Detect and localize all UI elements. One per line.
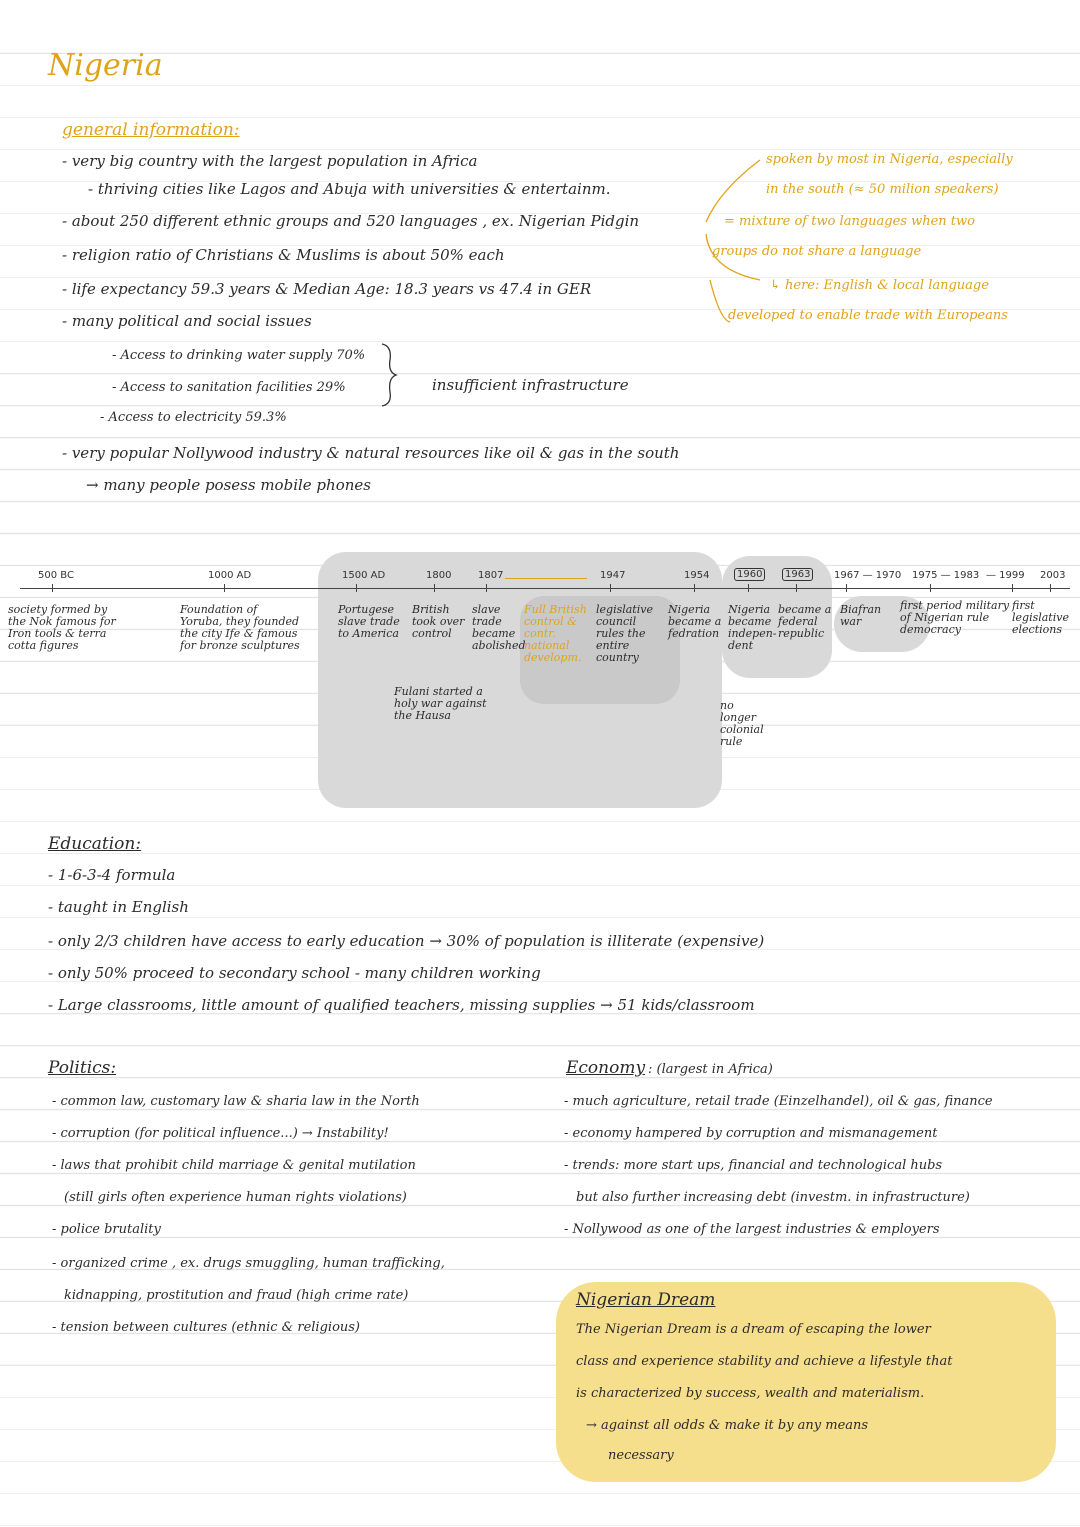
timeline-tick [52,584,53,592]
arrow-icon [700,150,780,340]
timeline-event: Full British control & contr. national developm. [524,603,587,664]
timeline-event: Biafran war [840,603,882,628]
economy-subtitle: : (largest in Africa) [648,1062,773,1077]
timeline-tick [748,584,749,592]
timeline-year: 1807 [478,570,504,581]
timeline-year: 1954 [684,570,710,581]
dream-heading: Nigerian Dream [576,1290,716,1310]
education-heading: Education: [48,834,142,854]
pidgin-note: = mixture of two languages when two [724,214,975,229]
timeline-tick [434,584,435,592]
timeline-event: legislative council rules the entire country [596,603,653,664]
timeline-year: 1947 [600,570,626,581]
dream-line: class and experience stability and achieve a lifestyle that [576,1354,953,1369]
general-line: - thriving cities like Lagos and Abuja with universities & entertainm. [88,180,611,198]
timeline-year: 1800 [426,570,452,581]
general-line: - very popular Nollywood industry & natural resources like oil & gas in the south [62,444,680,462]
timeline-tick [224,584,225,592]
timeline-year: 1975 — 1983 [912,570,980,581]
timeline-event: Foundation of Yoruba, they founded the city Ife & famous for bronze sculptures [180,603,300,652]
education-line: - only 50% proceed to secondary school - many children working [48,964,541,982]
politics-line: - organized crime , ex. drugs smuggling, human trafficking, [52,1256,445,1271]
timeline-year: 1960 [734,568,765,581]
timeline-event: society formed by the Nok famous for Iron tools & terra cotta figures [8,603,116,652]
economy-line: - Nollywood as one of the largest industries & employers [564,1222,940,1237]
dream-line: → against all odds & make it by any means [586,1418,869,1433]
timeline-event: Nigeria became indepen-dent [728,603,777,652]
timeline-tick [694,584,695,592]
politics-line: kidnapping, prostitution and fraud (high crime rate) [64,1288,409,1303]
general-line: - life expectancy 59.3 years & Median Age: 18.3 years vs 47.4 in GER [62,280,592,298]
general-line: → many people posess mobile phones [86,476,371,494]
dream-line: necessary [608,1448,674,1463]
timeline-year: 1963 [782,568,813,581]
timeline-event: British took over control [412,603,465,640]
economy-heading: Economy [566,1058,646,1078]
timeline-year: 2003 [1040,570,1066,581]
timeline-tick [356,584,357,592]
pidgin-note: in the south (≈ 50 milion speakers) [766,182,999,197]
timeline-tick [486,584,487,592]
infra-line: - Access to drinking water supply 70% [112,348,366,363]
timeline-tick [610,584,611,592]
page-title: Nigeria [48,48,163,83]
timeline-event: first legislative elections [1012,599,1069,636]
education-line: - only 2/3 children have access to early education → 30% of population is illiterate (expensive) [48,932,765,950]
infra-summary: insufficient infrastructure [432,376,629,394]
pidgin-note: ↳ here: English & local language [770,278,989,293]
timeline-event: no longer colonial rule [720,699,764,748]
infra-line: - Access to sanitation facilities 29% [112,380,346,395]
timeline-event: Portugese slave trade to America [338,603,400,640]
education-line: - 1-6-3-4 formula [48,866,176,884]
politics-line: - police brutality [52,1222,161,1237]
pidgin-note: developed to enable trade with Europeans [728,308,1008,323]
economy-line: - much agriculture, retail trade (Einzelhandel), oil & gas, finance [564,1094,993,1109]
general-heading: general information: [62,120,240,140]
timeline-year: 1000 AD [208,570,252,581]
timeline-year: 1500 AD [342,570,386,581]
politics-line: - tension between cultures (ethnic & religious) [52,1320,361,1335]
timeline-year: 1967 — 1970 [834,570,902,581]
timeline-tick [1050,584,1051,592]
infra-line: - Access to electricity 59.3% [100,410,287,425]
politics-line: (still girls often experience human rights violations) [64,1190,407,1205]
education-line: - taught in English [48,898,189,916]
politics-line: - laws that prohibit child marriage & genital mutilation [52,1158,416,1173]
politics-heading: Politics: [48,1058,117,1078]
timeline-event: Fulani started a holy war against the Hausa [394,685,487,722]
politics-line: - common law, customary law & sharia law in the North [52,1094,420,1109]
timeline-year: 500 BC [38,570,74,581]
timeline-tick [930,584,931,592]
economy-line: - trends: more start ups, financial and technological hubs [564,1158,943,1173]
timeline-axis [20,588,1070,589]
general-line: - about 250 different ethnic groups and 520 languages , ex. Nigerian Pidgin [62,212,640,230]
general-line: - religion ratio of Christians & Muslims is about 50% each [62,246,505,264]
dream-line: is characterized by success, wealth and materialism. [576,1386,925,1401]
timeline-event: became a federal republic [778,603,832,640]
timeline-tick [796,584,797,592]
general-line: - many political and social issues [62,312,312,330]
dream-line: The Nigerian Dream is a dream of escaping the lower [576,1322,931,1337]
timeline-event: slave trade became abolished [472,603,526,652]
timeline-event: first period military of Nigerian rule democracy [900,599,1010,636]
pidgin-note: groups do not share a language [712,244,922,259]
timeline-event: Nigeria became a fedration [668,603,722,640]
education-line: - Large classrooms, little amount of qualified teachers, missing supplies → 51 kids/classroom [48,996,755,1014]
pidgin-note: spoken by most in Nigeria, especially [766,152,1013,167]
timeline-tick [1012,584,1013,592]
general-line: - very big country with the largest population in Africa [62,152,478,170]
timeline-year: — 1999 [986,570,1025,581]
timeline-accent-line [505,578,587,579]
brace-icon [376,340,406,410]
politics-line: - corruption (for political influence...) → Instability! [52,1126,389,1141]
economy-line: - economy hampered by corruption and mismanagement [564,1126,938,1141]
economy-line: but also further increasing debt (investm. in infrastructure) [576,1190,970,1205]
timeline-tick [846,584,847,592]
